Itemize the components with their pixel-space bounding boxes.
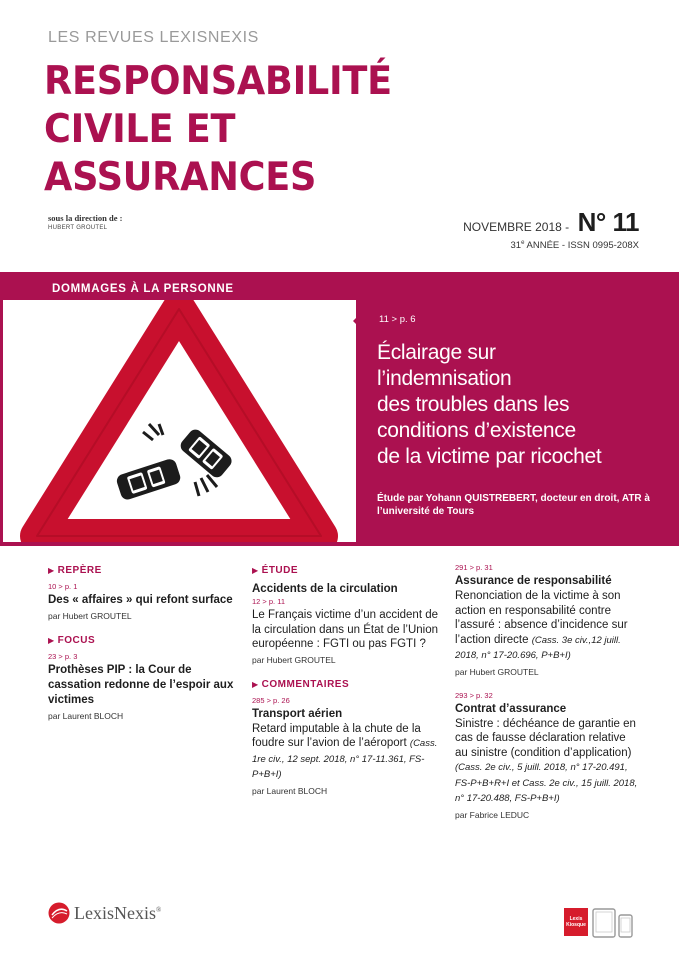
brand-name: LexisNexis®	[74, 902, 162, 923]
article-author: par Hubert GROUTEL	[48, 611, 132, 621]
article-ref: 291 > p. 31	[455, 563, 493, 572]
article-ref: 293 > p. 32	[455, 690, 493, 700]
issue-date: NOVEMBRE 2018 -	[463, 220, 570, 234]
article-ref: 10 > p. 1	[48, 582, 78, 591]
article-ref: 12 > p. 11	[252, 597, 286, 606]
feature-rubric: DOMMAGES À LA PERSONNE	[52, 283, 234, 295]
arrow-icon: ▶	[252, 566, 259, 575]
feature-title-line: conditions d’existence	[377, 419, 576, 442]
feature-title-line: des troubles dans les	[377, 393, 570, 416]
arrow-icon: ▶	[252, 679, 259, 689]
journal-title	[44, 58, 439, 202]
article-description: Le Français victime d’un accident de la circulation dans un État de l’Union européenne : FGTI ou pas FGTI ?	[252, 609, 439, 650]
article-author: par Fabrice LEDUC	[455, 809, 530, 820]
article-description: Renonciation de la victime à son action en responsabilité contre l’assuré : absence d’incidence sur l’action directe (Cass. 3e civ.,12 juill. 2018, n° 17-20.696, P+B+I)	[455, 590, 628, 661]
device-badges	[564, 906, 636, 938]
feature-reference: 11 > p. 6	[379, 314, 416, 325]
direction-label: sous la direction de :	[48, 213, 123, 223]
article-etude[interactable]	[252, 565, 442, 665]
title-line: CIVILE ET	[44, 107, 236, 152]
article-title: Assurance de responsabilité	[455, 575, 612, 587]
article-repere[interactable]	[48, 565, 238, 621]
article-ref: 23 > p. 3	[48, 652, 78, 661]
article-author: par Hubert GROUTEL	[455, 666, 539, 677]
article-author: par Hubert GROUTEL	[252, 654, 336, 665]
section-label: ▶ ÉTUDE	[252, 565, 299, 576]
year-rest: ANNÉE - ISSN 0995-208X	[524, 240, 639, 252]
article-description: Sinistre : déchéance de garantie en cas de fausse déclaration relative au sinistre (condition d’application) (Cass. 2e civ., 5 juill. 2018, n° 17-20.491, FS-P+B+R+I et Cass. 2e civ., 15 juill. 2018, n° 17-20.488, FS-P+B+I)	[455, 717, 638, 804]
column-middle	[252, 565, 442, 810]
article-title: Contrat d’assurance	[455, 702, 567, 715]
article-assurance-responsabilite[interactable]	[455, 563, 640, 677]
trademark: ®	[155, 905, 162, 914]
section-label: ▶ REPÈRE	[48, 565, 102, 576]
article-title: Accidents de la circulation	[252, 583, 398, 595]
article-commentaires[interactable]	[252, 679, 442, 796]
kiosque-badge: Lexis Kiosque	[564, 908, 588, 936]
director-name: HUBERT GROUTEL	[48, 225, 108, 231]
tablet-phone-icon	[592, 906, 636, 938]
feature-image	[3, 300, 356, 542]
title-line: ASSURANCES	[44, 155, 317, 200]
feature-title[interactable]	[377, 340, 667, 470]
article-contrat-assurance[interactable]	[455, 691, 640, 820]
year-sup: e	[521, 240, 525, 246]
column-left	[48, 565, 238, 735]
case-citation: (Cass. 3e civ.,12 juill. 2018, n° 17-20.696, P+B+I)	[455, 634, 621, 661]
arrow-icon: ▶	[48, 566, 55, 575]
feature-title-line: de la victime par ricochet	[377, 445, 602, 468]
section-label: ▶ COMMENTAIRES	[252, 678, 350, 690]
column-right	[455, 563, 640, 834]
arrow-icon: ▶	[48, 636, 55, 645]
case-citation: (Cass. 2e civ., 5 juill. 2018, n° 17-20.491, FS-P+B+R+I et Cass. 2e civ., 15 juill. 2018, n° 17-20.488, FS-P+B+I)	[455, 762, 638, 804]
article-author: par Laurent BLOCH	[48, 711, 124, 721]
article-description: Retard imputable à la chute de la foudre sur l’avion de l’aéroport (Cass. 1re civ., 12 sept. 2018, n° 17-11.361, FS-P+B+I)	[252, 722, 438, 780]
year-number: 31	[510, 240, 522, 252]
lexisnexis-logo	[48, 902, 161, 924]
title-line: RESPONSABILITÉ	[44, 59, 392, 104]
article-title: Transport aérien	[252, 707, 343, 720]
case-citation: (Cass. 1re civ., 12 sept. 2018, n° 17-11.361, FS-P+B+I)	[252, 738, 438, 780]
lexisnexis-emblem-icon	[48, 902, 70, 924]
feature-title-line: l’indemnisation	[377, 367, 512, 390]
issue-info	[463, 207, 639, 238]
article-title: Prothèses PIP : la Cour de cassation redonne de l’espoir aux victimes	[48, 664, 234, 706]
feature-title-line: Éclairage sur	[377, 341, 496, 364]
section-label: ▶ FOCUS	[48, 635, 96, 646]
series-name: LES REVUES LEXISNEXIS	[48, 29, 259, 46]
article-title: Des « affaires » qui refont surface	[48, 594, 233, 606]
issue-year-issn	[510, 240, 639, 251]
warning-sign-icon	[3, 300, 356, 542]
article-ref: 285 > p. 26	[252, 695, 290, 705]
article-author: par Laurent BLOCH	[252, 785, 328, 796]
issue-number: N° 11	[577, 207, 639, 237]
feature-notch	[353, 315, 359, 327]
article-focus[interactable]	[48, 635, 238, 721]
feature-author: Étude par Yohann QUISTREBERT, docteur en droit, ATR à l’université de Tours	[377, 493, 650, 517]
